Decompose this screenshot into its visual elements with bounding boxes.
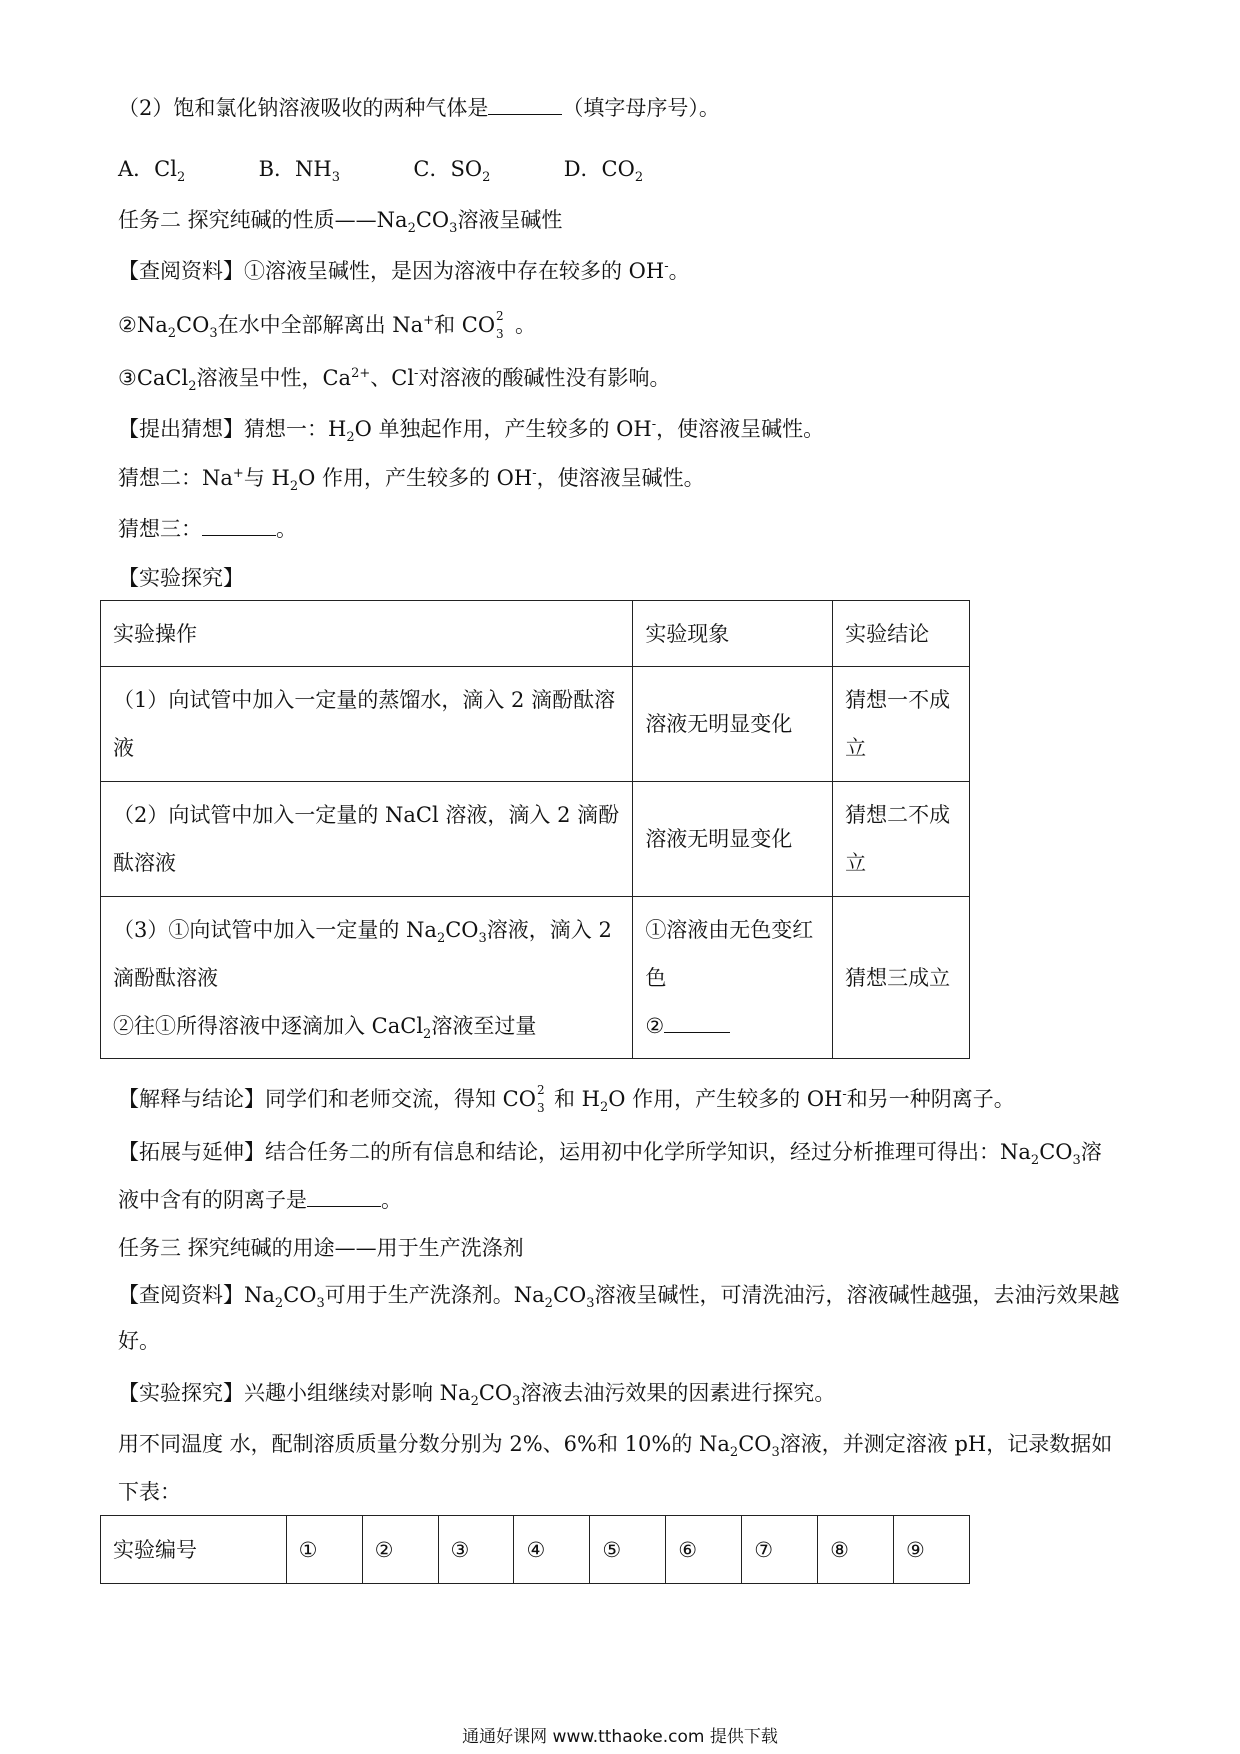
option-c: C．$SO_2$: [413, 157, 491, 186]
task2-guess3: 猜想三： 。: [118, 517, 297, 541]
task2-guess1: 【提出猜想】猜想一：$H_2O$ 单独起作用，产生较多的 OH-，使溶液呈碱性。: [118, 417, 825, 446]
number-cell: ⑤: [590, 1516, 666, 1584]
answer-blank: [664, 1012, 730, 1033]
answer-blank: [202, 515, 276, 536]
number-cell: ⑦: [742, 1516, 818, 1584]
task3-title: 任务三 探究纯碱的用途——用于生产洗涤剂: [118, 1236, 524, 1260]
row3-operation: （3）①向试管中加入一定量的 $Na_2CO_3$溶液，滴入 2 滴酚酞溶液 ②往①所得溶液中逐滴加入 CaCl$_2$溶液至过量: [101, 897, 633, 1059]
row2-operation: （2）向试管中加入一定量的 NaCl 溶液，滴入 2 滴酚 酞溶液: [101, 782, 633, 897]
table-row: [101, 667, 970, 782]
page-footer: 通通好课网 www.tthaoke.com 提供下载: [462, 1727, 778, 1747]
task3-ref: 【查阅资料】$Na_2CO_3$可用于生产洗涤剂。$Na_2CO_3$溶液呈碱性，可清洗油污，溶液碱性越强，去油污效果越: [118, 1283, 1120, 1312]
experiment-table: [100, 600, 970, 1059]
number-cell: ⑥: [666, 1516, 742, 1584]
task3-line4: 下表：: [118, 1480, 181, 1504]
table-header-row: [101, 601, 970, 667]
options-row: [118, 154, 643, 184]
number-cell: ④: [514, 1516, 590, 1584]
option-d: D．$CO_2$: [563, 157, 644, 186]
task2-ref1: 【查阅资料】①溶液呈碱性，是因为溶液中存在较多的 OH-。: [118, 259, 690, 283]
row1-conclusion: 猜想一不成 立: [833, 667, 970, 782]
extend-line1: 【拓展与延伸】结合任务二的所有信息和结论，运用初中化学所学知识，经过分析推理可得出：$Na_2CO_3$溶: [118, 1140, 1102, 1169]
row1-phenomenon: 溶液无明显变化: [633, 667, 833, 782]
number-cell: ⑧: [818, 1516, 894, 1584]
task2-guess2: 猜想二：Na+与 $H_2O$ 作用，产生较多的 OH-，使溶液呈碱性。: [118, 466, 705, 495]
number-cell: ①: [286, 1516, 362, 1584]
option-a: A．$Cl_2$: [118, 157, 186, 186]
number-cell: ②: [362, 1516, 438, 1584]
explain-conclusion: 【解释与结论】同学们和老师交流，得知 CO 2 3 和 $H_2O$ 作用，产生较多的 OH-和另一种阴离子。: [118, 1082, 1015, 1116]
header-phenomenon: 实验现象: [633, 601, 833, 667]
task3-ref-line2: 好。: [118, 1329, 160, 1353]
extend-line2: 液中含有的阴离子是 。: [118, 1188, 402, 1212]
number-cell: ⑨: [894, 1516, 970, 1584]
table-row: [101, 782, 970, 897]
row2-phenomenon: 溶液无明显变化: [633, 782, 833, 897]
row2-conclusion: 猜想二不成 立: [833, 782, 970, 897]
row3-phenomenon: ①溶液由无色变红 色 ②: [633, 897, 833, 1059]
number-label: 实验编号: [101, 1516, 287, 1584]
task2-ref2: $②Na_2CO_3$在水中全部解离出 Na+和 CO 2 3 。: [118, 308, 537, 342]
answer-blank: [307, 1186, 381, 1207]
row1-operation: （1）向试管中加入一定量的蒸馏水，滴入 2 滴酚酞溶 液: [101, 667, 633, 782]
table-row: [101, 897, 970, 1059]
question-2: （2）饱和氯化钠溶液吸收的两种气体是 （填字母序号）。: [118, 96, 720, 120]
task2-ref3: ③CaCl$_2$溶液呈中性，$Ca^{2+}$、Cl-对溶液的酸碱性没有影响。: [118, 366, 671, 395]
answer-blank: [488, 94, 562, 115]
table-row: [101, 1516, 970, 1584]
header-conclusion: 实验结论: [833, 601, 970, 667]
option-b: B．$NH_3$: [258, 157, 341, 186]
task3-exp: 【实验探究】兴趣小组继续对影响 $Na_2CO_3$溶液去油污效果的因素进行探究。: [118, 1381, 836, 1410]
header-operation: 实验操作: [101, 601, 633, 667]
task2-title: 任务二 探究纯碱的性质$——Na_2CO_3$溶液呈碱性: [118, 208, 563, 237]
experiment-number-table: [100, 1515, 970, 1584]
exp-heading: 【实验探究】: [118, 566, 244, 590]
number-cell: ③: [438, 1516, 514, 1584]
task3-line3: 用不同温度 水，配制溶质质量分数分别为 2%、6%和 10%的 $Na_2CO_3$溶液，并测定溶液 pH，记录数据如: [118, 1432, 1113, 1461]
row3-conclusion: 猜想三成立: [833, 897, 970, 1059]
